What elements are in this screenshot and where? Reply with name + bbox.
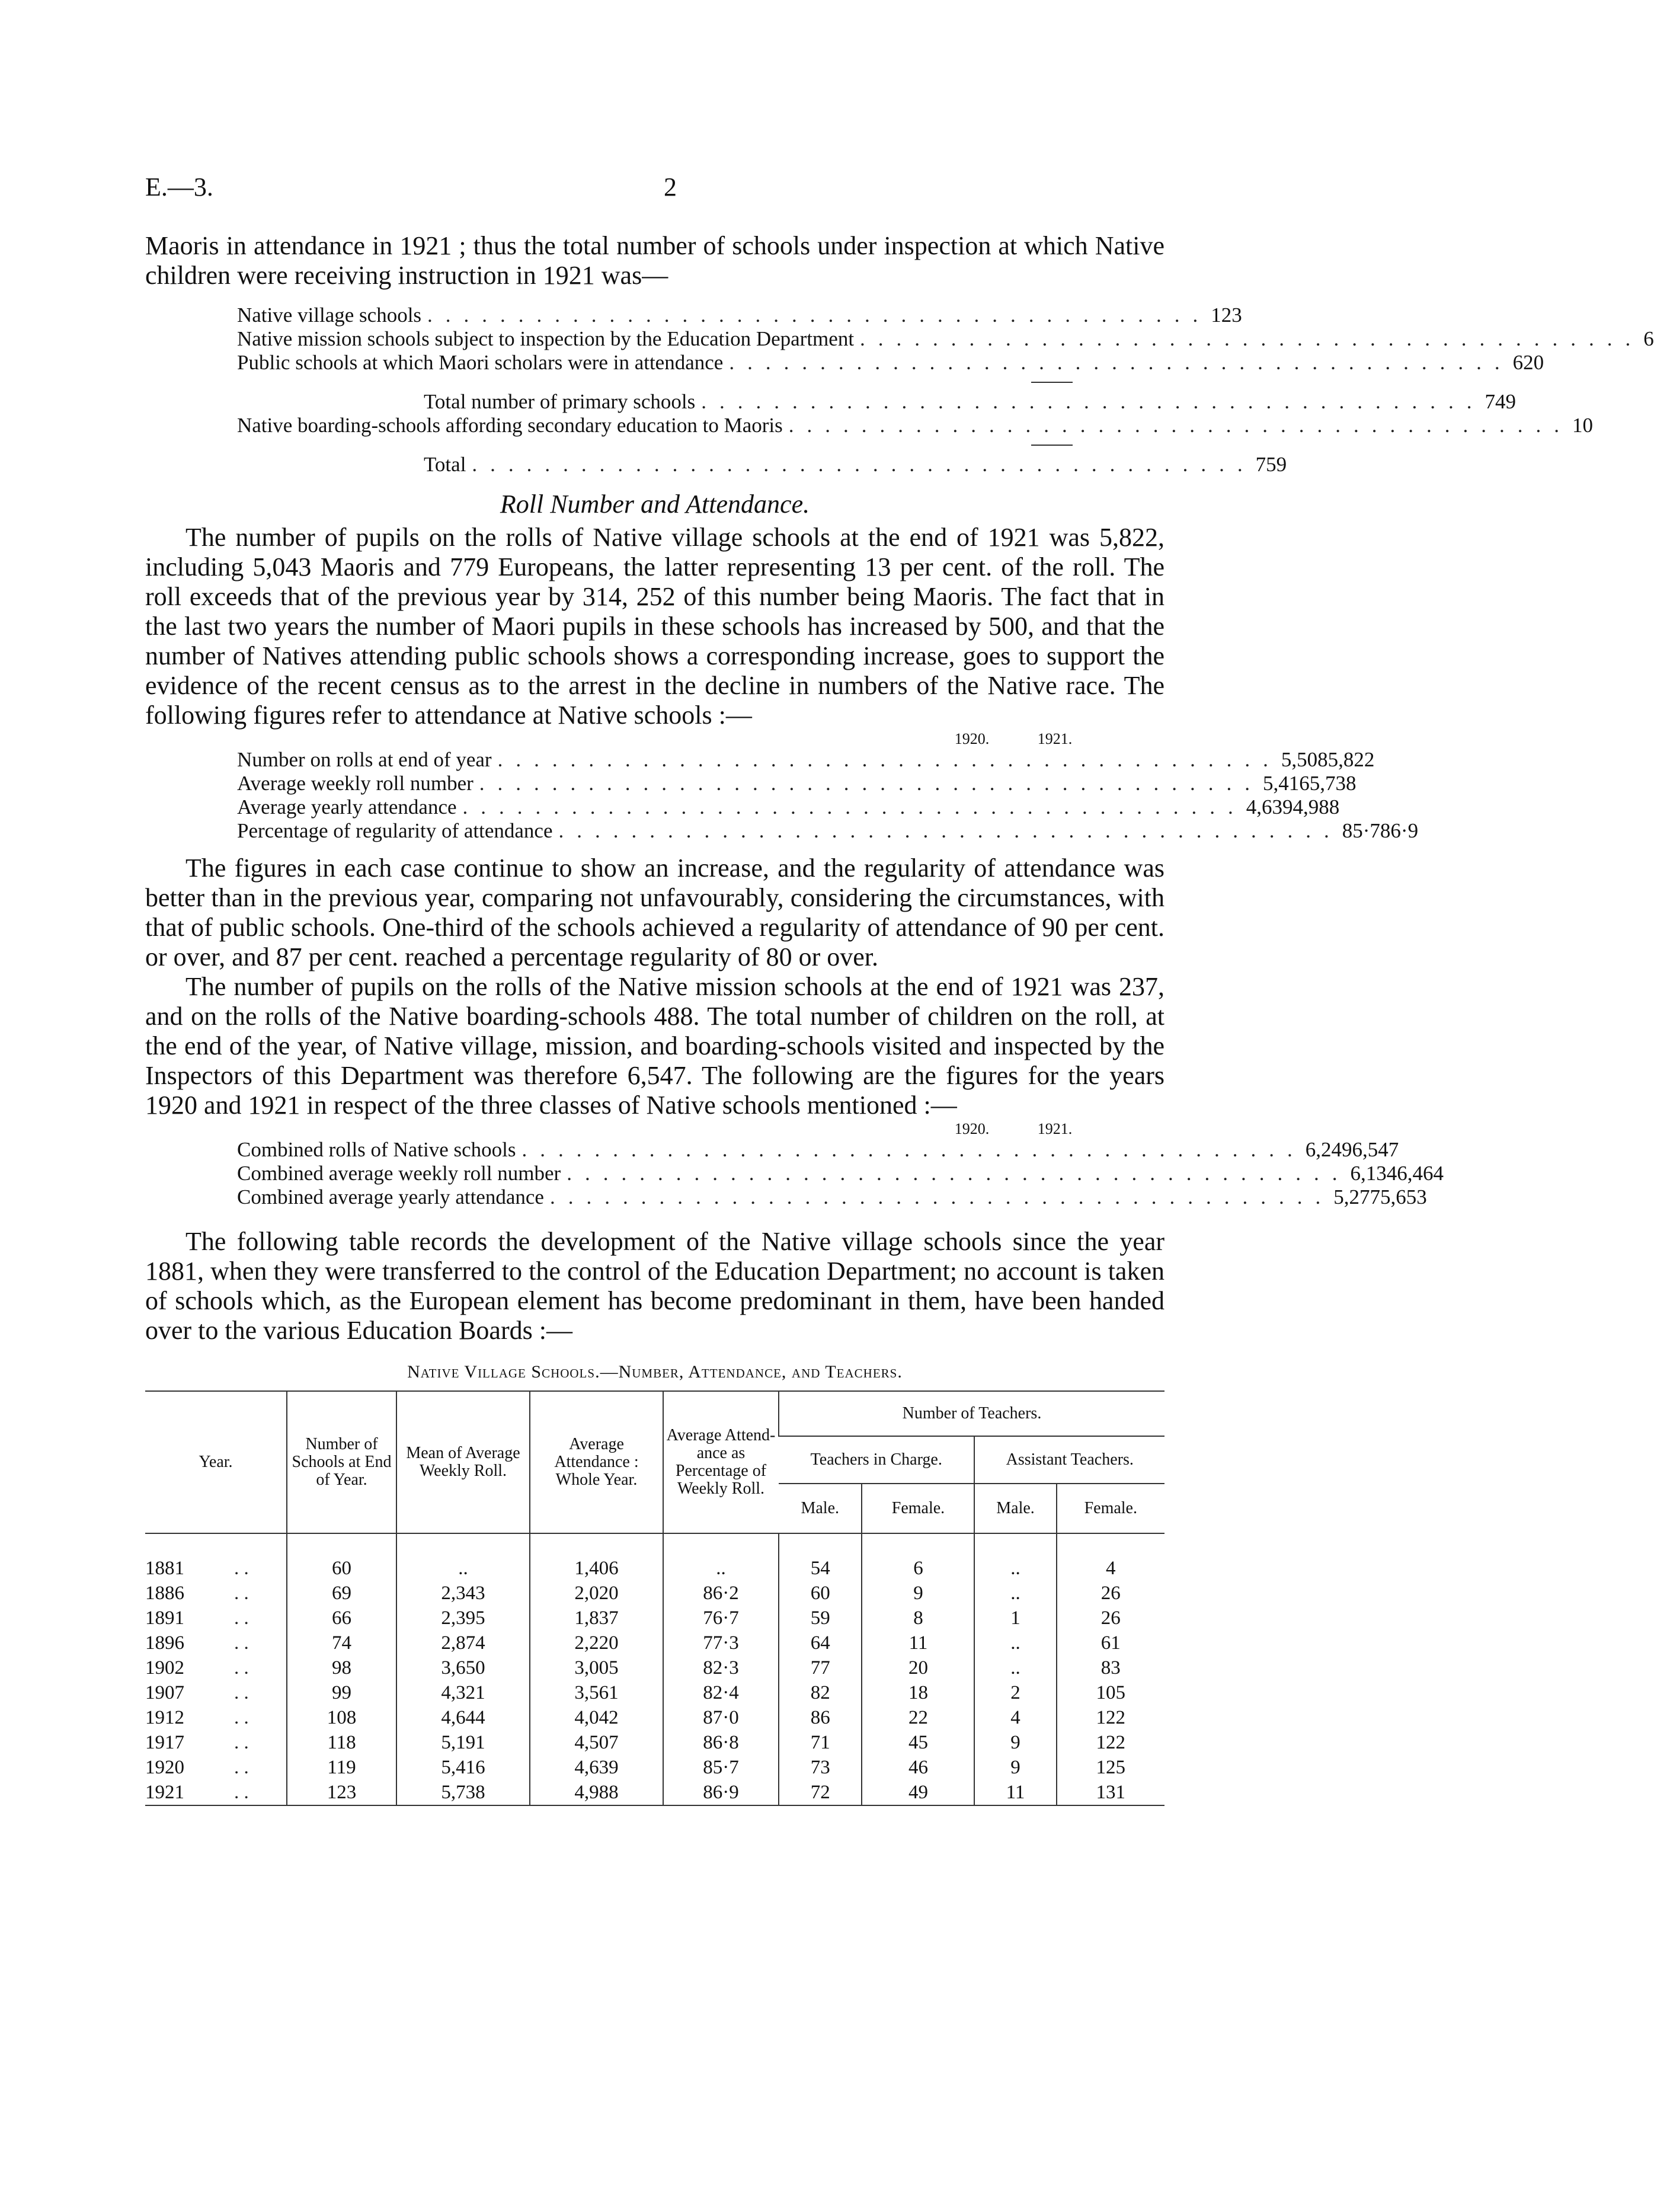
dot-leader: ...........................................	[729, 351, 1513, 374]
year-value: 1896	[145, 1632, 184, 1654]
cell-asst-m: 9	[974, 1730, 1056, 1755]
grand-total-label: Total	[424, 453, 466, 476]
page-body	[145, 231, 1654, 1806]
table-row	[145, 1755, 1164, 1780]
dot-leader: . .	[234, 1707, 249, 1728]
value-1921: 5,653	[1380, 1185, 1427, 1209]
dot-leader: . .	[234, 1607, 249, 1629]
value-1920: 5,416	[1263, 772, 1310, 795]
cell-charge-f: 20	[862, 1655, 974, 1680]
cell-schools: 119	[287, 1755, 396, 1780]
grand-total-row	[237, 453, 1287, 477]
cell-asst-f: 125	[1057, 1755, 1164, 1780]
value-1920: 5,277	[1333, 1185, 1380, 1209]
list-item	[237, 1162, 1444, 1185]
cell-roll: ..	[396, 1533, 530, 1581]
header-percentage: Average Attend- ance as Percentage of Weekly Roll.	[663, 1391, 779, 1533]
cell-charge-m: 86	[779, 1705, 862, 1730]
cell-asst-m: ..	[974, 1631, 1056, 1655]
cell-asst-f: 105	[1057, 1680, 1164, 1705]
header-assistant: Assistant Teachers.	[974, 1436, 1164, 1484]
list-item-label: Native village schools	[237, 303, 422, 327]
cell-pct: 82·3	[663, 1655, 779, 1680]
cell-year	[145, 1581, 287, 1606]
year-value: 1920	[145, 1757, 184, 1778]
primary-total-label: Total number of primary schools	[424, 390, 696, 413]
value-1920: 5,508	[1281, 748, 1328, 771]
cell-roll: 4,321	[396, 1680, 530, 1705]
list-item-label: Combined rolls of Native schools	[237, 1138, 516, 1161]
cell-asst-m: 1	[974, 1606, 1056, 1631]
cell-year	[145, 1533, 287, 1581]
dot-leader: ...........................................	[497, 748, 1281, 771]
section-heading: Roll Number and Attendance.	[500, 490, 810, 519]
value-1920: 4,639	[1246, 795, 1293, 819]
cell-charge-f: 22	[862, 1705, 974, 1730]
cell-year	[145, 1730, 287, 1755]
attendance-year-header	[237, 730, 1096, 748]
cell-pct: 76·7	[663, 1606, 779, 1631]
table-row	[145, 1780, 1164, 1805]
cell-attendance: 3,561	[530, 1680, 663, 1705]
list-item-label: Combined average yearly attendance	[237, 1185, 544, 1209]
dot-leader: . .	[234, 1657, 249, 1679]
year-value: 1912	[145, 1707, 184, 1728]
cell-roll: 4,644	[396, 1705, 530, 1730]
cell-year	[145, 1755, 287, 1780]
sum-rule	[1031, 382, 1073, 383]
header-charge-male: Male.	[779, 1484, 862, 1533]
year-value: 1921	[145, 1782, 184, 1803]
cell-attendance: 4,042	[530, 1705, 663, 1730]
dot-leader: ...........................................	[860, 327, 1644, 350]
list-item	[237, 772, 1357, 795]
cell-year	[145, 1780, 287, 1805]
cell-attendance: 3,005	[530, 1655, 663, 1680]
cell-charge-m: 64	[779, 1631, 862, 1655]
cell-attendance: 1,406	[530, 1533, 663, 1581]
cell-asst-f: 122	[1057, 1730, 1164, 1755]
cell-charge-f: 46	[862, 1755, 974, 1780]
list-item	[237, 748, 1375, 772]
dot-leader: ...........................................	[472, 453, 1256, 476]
header-in-charge: Teachers in Charge.	[779, 1436, 974, 1484]
cell-asst-f: 61	[1057, 1631, 1164, 1655]
cell-attendance: 2,220	[530, 1631, 663, 1655]
page-header	[145, 172, 1164, 207]
year-value: 1907	[145, 1682, 184, 1703]
dot-leader: ...........................................	[522, 1138, 1306, 1161]
page-number: 2	[664, 172, 677, 202]
value-1921: 6,547	[1352, 1138, 1399, 1161]
table-row	[145, 1631, 1164, 1655]
cell-asst-f: 26	[1057, 1606, 1164, 1631]
cell-asst-f: 83	[1057, 1655, 1164, 1680]
dot-leader: ...........................................	[558, 819, 1342, 842]
cell-year	[145, 1631, 287, 1655]
cell-roll: 3,650	[396, 1655, 530, 1680]
cell-charge-m: 72	[779, 1780, 862, 1805]
boarding-value: 10	[1572, 414, 1594, 437]
dot-leader: ...........................................	[567, 1162, 1351, 1185]
value-1921: 86·9	[1380, 819, 1419, 842]
attendance-figures	[237, 748, 1419, 843]
cell-asst-m: ..	[974, 1533, 1056, 1581]
dot-leader: ...........................................	[427, 303, 1211, 327]
list-item-value: 6	[1643, 327, 1654, 350]
cell-year	[145, 1680, 287, 1705]
table-row	[145, 1680, 1164, 1705]
intro-paragraph: Maoris in attendance in 1921 ; thus the total number of schools under inspection at which Native children were receiving instruction in 1921 was—	[145, 231, 1164, 290]
combined-year-header	[237, 1120, 1096, 1138]
cell-asst-f: 4	[1057, 1533, 1164, 1581]
cell-asst-m: 4	[974, 1705, 1056, 1730]
grand-total-value: 759	[1255, 453, 1287, 476]
cell-asst-f: 131	[1057, 1780, 1164, 1805]
cell-charge-m: 59	[779, 1606, 862, 1631]
year-value: 1891	[145, 1607, 184, 1629]
list-item	[237, 303, 1242, 327]
cell-charge-m: 82	[779, 1680, 862, 1705]
cell-attendance: 4,988	[530, 1780, 663, 1805]
value-1921: 5,822	[1327, 748, 1375, 771]
cell-roll: 2,874	[396, 1631, 530, 1655]
list-item-label: Native mission schools subject to inspection by the Education Department	[237, 327, 855, 350]
document-reference: E.—3.	[145, 172, 213, 202]
year-1920-label: 1920.	[954, 1120, 990, 1137]
year-value: 1902	[145, 1657, 184, 1679]
year-1921-label: 1921.	[1037, 1120, 1073, 1137]
value-1921: 6,464	[1397, 1162, 1444, 1185]
cell-charge-m: 73	[779, 1755, 862, 1780]
table-row	[145, 1581, 1164, 1606]
value-1921: 5,738	[1309, 772, 1357, 795]
cell-charge-f: 11	[862, 1631, 974, 1655]
header-attendance: Average Attendance : Whole Year.	[530, 1391, 663, 1533]
dot-leader: ...........................................	[701, 390, 1485, 413]
dot-leader: ...........................................	[462, 795, 1246, 819]
table-body	[145, 1533, 1164, 1805]
table-row	[145, 1655, 1164, 1680]
cell-charge-m: 60	[779, 1581, 862, 1606]
cell-asst-m: ..	[974, 1655, 1056, 1680]
cell-asst-m: ..	[974, 1581, 1056, 1606]
cell-charge-f: 8	[862, 1606, 974, 1631]
boarding-row	[237, 414, 1594, 437]
table-row	[145, 1705, 1164, 1730]
cell-schools: 99	[287, 1680, 396, 1705]
cell-pct: 87·0	[663, 1705, 779, 1730]
cell-charge-m: 54	[779, 1533, 862, 1581]
list-item	[237, 819, 1419, 843]
table-intro-paragraph: The following table records the development of the Native village schools since the year 1881, when they were transferred to the control of the Education Department; no account is taken of schools which, as the European element has become predominant in them, have been handed over to the various Education Boards :—	[145, 1227, 1164, 1345]
cell-charge-f: 45	[862, 1730, 974, 1755]
cell-pct: 82·4	[663, 1680, 779, 1705]
header-assistant-male: Male.	[974, 1484, 1056, 1533]
cell-pct: ..	[663, 1533, 779, 1581]
dot-leader: . .	[234, 1632, 249, 1654]
primary-total-value: 749	[1485, 390, 1517, 413]
cell-schools: 69	[287, 1581, 396, 1606]
dot-leader: . .	[234, 1583, 249, 1604]
figures-paragraph: The figures in each case continue to show an increase, and the regularity of attendance was better than in the previous year, comparing not unfavourably, considering the circumstances, with that of public schools. One-third of the schools achieved a regularity of attendance of 90 per cent. or over, and 87 per cent. reached a percentage regularity of 80 or over.	[145, 854, 1164, 971]
cell-schools: 98	[287, 1655, 396, 1680]
value-1920: 85·7	[1342, 819, 1380, 842]
header-schools: Number of Schools at End of Year.	[287, 1391, 396, 1533]
cell-schools: 108	[287, 1705, 396, 1730]
primary-total-row	[237, 390, 1517, 414]
dot-leader: . .	[234, 1732, 249, 1753]
table-title: Native Village Schools.—Number, Attendance, and Teachers.	[407, 1362, 903, 1382]
list-item	[237, 1185, 1427, 1209]
cell-asst-m: 9	[974, 1755, 1056, 1780]
cell-year	[145, 1705, 287, 1730]
cell-schools: 60	[287, 1533, 396, 1581]
list-item-label: Combined average weekly roll number	[237, 1162, 561, 1185]
cell-attendance: 4,507	[530, 1730, 663, 1755]
value-1920: 6,134	[1350, 1162, 1397, 1185]
cell-roll: 2,395	[396, 1606, 530, 1631]
cell-asst-m: 2	[974, 1680, 1056, 1705]
table-row	[145, 1606, 1164, 1631]
cell-charge-f: 49	[862, 1780, 974, 1805]
cell-asst-f: 26	[1057, 1581, 1164, 1606]
cell-attendance: 1,837	[530, 1606, 663, 1631]
dot-leader: . .	[234, 1782, 249, 1803]
cell-schools: 66	[287, 1606, 396, 1631]
header-year: Year.	[145, 1391, 287, 1533]
cell-asst-f: 122	[1057, 1705, 1164, 1730]
list-item-value: 620	[1512, 351, 1544, 374]
list-item-label: Number on rolls at end of year	[237, 748, 492, 771]
list-item	[237, 351, 1544, 375]
boarding-label: Native boarding-schools affording secondary education to Maoris	[237, 414, 783, 437]
list-item	[237, 1138, 1399, 1162]
year-value: 1917	[145, 1732, 184, 1753]
roll-paragraph: The number of pupils on the rolls of Native village schools at the end of 1921 was 5,822, including 5,043 Maoris and 779 Europeans, the latter representing 13 per cent. of the roll. The roll exceeds that of the previous year by 314, 252 of this number being Maoris. The fact that in the last two years the number of Maori pupils in these schools has increased by 500, and that the number of Natives attending public schools shows a corresponding increase, goes to support the evidence of the recent census as to the arrest in the decline in numbers of the Native race. The following figures refer to attendance at Native schools :—	[145, 523, 1164, 730]
cell-schools: 118	[287, 1730, 396, 1755]
cell-year	[145, 1606, 287, 1631]
year-1920-label: 1920.	[954, 730, 990, 747]
cell-pct: 86·2	[663, 1581, 779, 1606]
cell-year	[145, 1655, 287, 1680]
cell-roll: 5,191	[396, 1730, 530, 1755]
dot-leader: . .	[234, 1757, 249, 1778]
dot-leader: ...........................................	[479, 772, 1263, 795]
cell-pct: 86·9	[663, 1780, 779, 1805]
mission-paragraph: The number of pupils on the rolls of the Native mission schools at the end of 1921 was 237, and on the rolls of the Native boarding-schools 488. The total number of children on the roll, at the end of the year, of Native village, mission, and boarding-schools visited and inspected by the Inspectors of this Department was therefore 6,547. The following are the figures for the years 1920 and 1921 in respect of the three classes of Native schools mentioned :—	[145, 972, 1164, 1120]
table-row	[145, 1730, 1164, 1755]
list-item	[237, 327, 1654, 351]
cell-attendance: 4,639	[530, 1755, 663, 1780]
year-value: 1881	[145, 1558, 184, 1579]
cell-pct: 77·3	[663, 1631, 779, 1655]
cell-roll: 5,416	[396, 1755, 530, 1780]
list-item-label: Average yearly attendance	[237, 795, 457, 819]
value-1920: 6,249	[1305, 1138, 1352, 1161]
dot-leader: . .	[234, 1682, 249, 1703]
list-item-label: Public schools at which Maori scholars were in attendance	[237, 351, 724, 374]
cell-pct: 86·8	[663, 1730, 779, 1755]
cell-charge-m: 77	[779, 1655, 862, 1680]
cell-asst-m: 11	[974, 1780, 1056, 1805]
header-teachers: Number of Teachers.	[779, 1391, 1164, 1436]
list-item-label: Percentage of regularity of attendance	[237, 819, 553, 842]
list-item	[237, 795, 1340, 819]
village-schools-table	[145, 1391, 1164, 1806]
dot-leader: ...........................................	[549, 1185, 1334, 1209]
dot-leader: ...........................................	[788, 414, 1573, 437]
combined-figures	[237, 1138, 1444, 1209]
header-charge-female: Female.	[862, 1484, 974, 1533]
year-1921-label: 1921.	[1037, 730, 1073, 747]
cell-charge-m: 71	[779, 1730, 862, 1755]
cell-roll: 2,343	[396, 1581, 530, 1606]
value-1921: 4,988	[1293, 795, 1340, 819]
table-row	[145, 1533, 1164, 1581]
school-count-list	[237, 303, 1654, 477]
header-mean-roll: Mean of Average Weekly Roll.	[396, 1391, 530, 1533]
cell-roll: 5,738	[396, 1780, 530, 1805]
cell-attendance: 2,020	[530, 1581, 663, 1606]
cell-charge-f: 18	[862, 1680, 974, 1705]
year-value: 1886	[145, 1583, 184, 1604]
list-item-value: 123	[1211, 303, 1242, 327]
cell-charge-f: 9	[862, 1581, 974, 1606]
sum-rule	[1031, 445, 1073, 446]
cell-schools: 74	[287, 1631, 396, 1655]
list-item-label: Average weekly roll number	[237, 772, 474, 795]
cell-charge-f: 6	[862, 1533, 974, 1581]
cell-schools: 123	[287, 1780, 396, 1805]
dot-leader: . .	[234, 1558, 249, 1579]
header-assistant-female: Female.	[1057, 1484, 1164, 1533]
cell-pct: 85·7	[663, 1755, 779, 1780]
